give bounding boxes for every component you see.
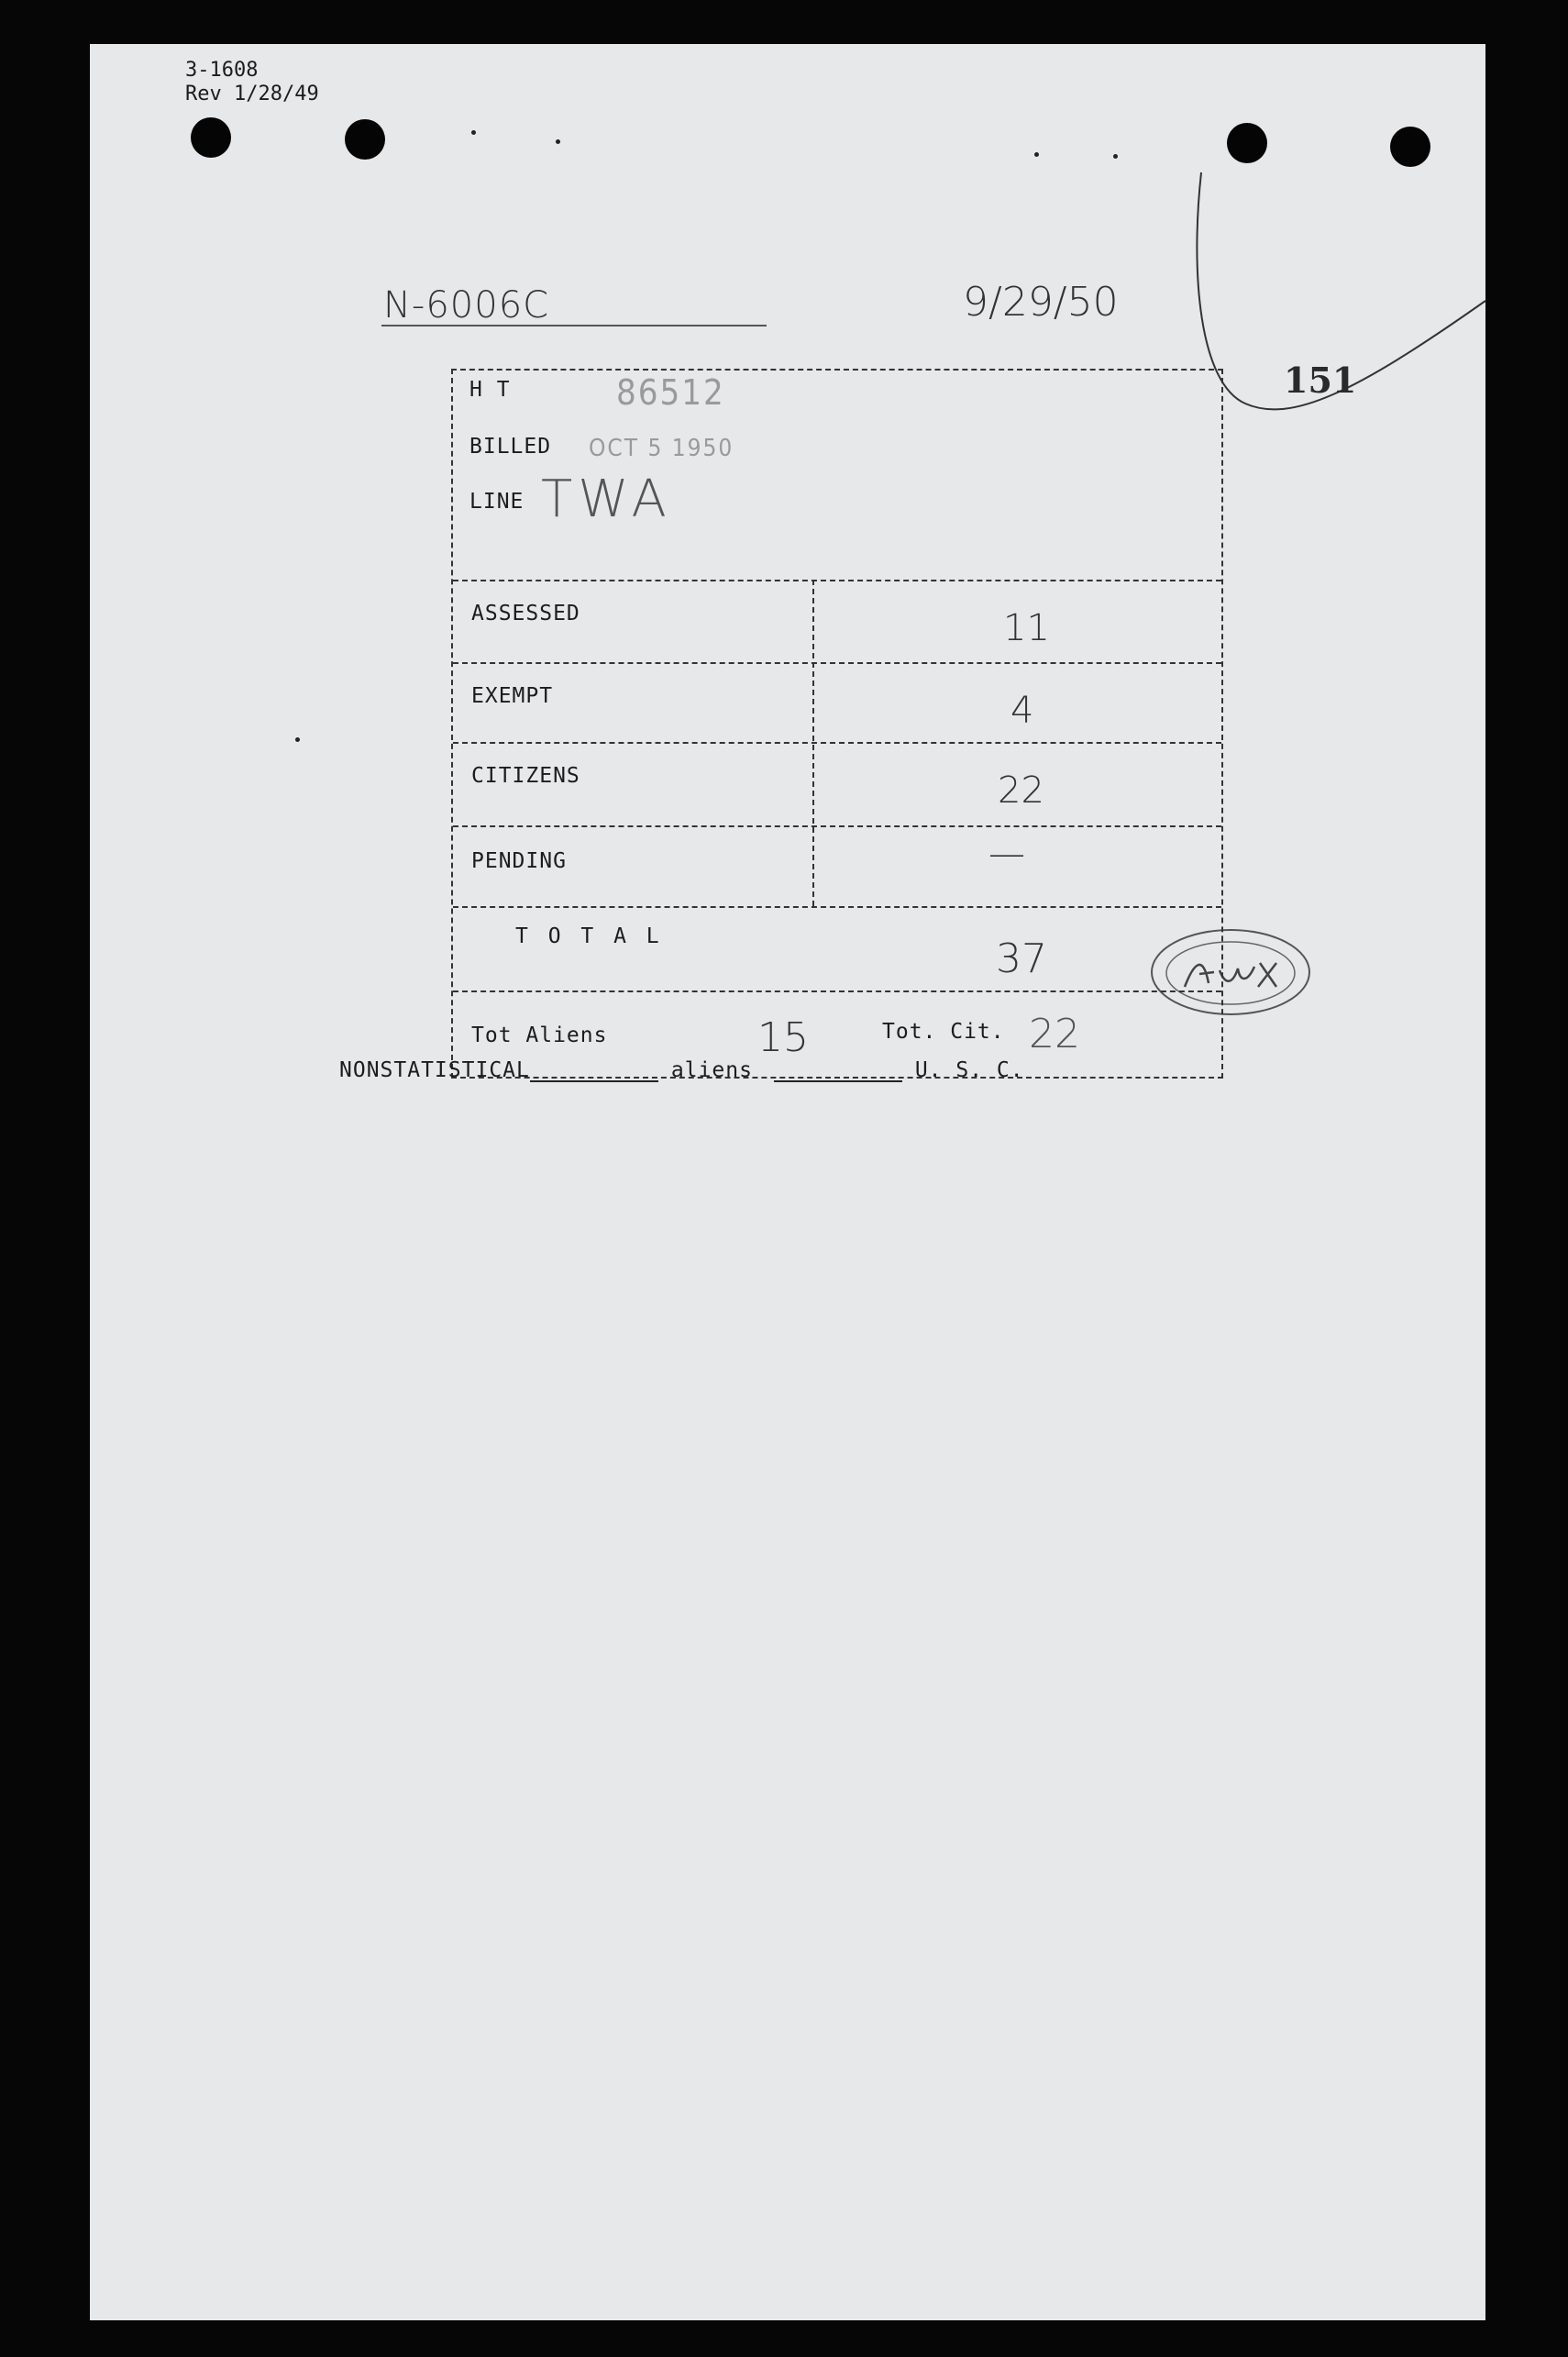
aircraft-id: N-6006C [383, 284, 550, 326]
row-value: 22 [998, 769, 1044, 812]
row-label: EXEMPT [471, 684, 554, 708]
billed-date-stamp: OCT 5 1950 [589, 435, 734, 462]
count-row-exempt [453, 662, 1221, 742]
tot-cit-value: 22 [1029, 1011, 1080, 1057]
ht-number: 86512 [616, 372, 725, 413]
billed-label: BILLED [469, 435, 552, 459]
tot-aliens-value: 15 [757, 1014, 809, 1061]
row-value: 4 [1010, 690, 1034, 732]
count-row-pending [453, 825, 1221, 906]
punch-hole [191, 117, 231, 158]
divider [453, 990, 1221, 992]
speck [471, 130, 476, 135]
row-value: — [988, 833, 1025, 875]
aliens-blank [774, 1060, 902, 1082]
speck [1034, 152, 1039, 157]
total-value: 37 [996, 935, 1047, 982]
line-label: LINE [469, 490, 525, 514]
line-value: TWA [541, 470, 672, 529]
usc-label: U. S. C. [914, 1058, 1024, 1082]
punch-hole [1227, 123, 1267, 163]
punch-hole [345, 119, 385, 160]
speck [1113, 154, 1118, 159]
flight-date: 9/29/50 [963, 279, 1119, 326]
tot-cit-label: Tot. Cit. [882, 1020, 1005, 1044]
aircraft-id-underline [381, 325, 767, 326]
pencil-curve-mark [1190, 163, 1485, 466]
row-label: PENDING [471, 849, 567, 873]
initials-text [1190, 1020, 1192, 1021]
page-number: 151 [1284, 360, 1357, 401]
speck [295, 737, 300, 742]
form-revision: Rev 1/28/49 [185, 83, 319, 105]
document-page [90, 44, 1485, 2320]
speck [556, 139, 560, 144]
ht-label: H T [469, 378, 511, 402]
row-label: ASSESSED [471, 602, 580, 625]
nonstatistical-line [339, 1058, 1024, 1082]
punch-hole [1390, 127, 1430, 167]
count-row-assessed [453, 580, 1221, 662]
tot-aliens-label: Tot Aliens [471, 1024, 608, 1047]
nonstatistical-label: NONSTATISTICAL [339, 1058, 530, 1082]
nonstatistical-blank [530, 1060, 658, 1082]
form-number: 3-1608 [185, 59, 259, 82]
divider [453, 906, 1221, 908]
count-row-citizens [453, 742, 1221, 825]
total-label: T O T A L [515, 924, 663, 948]
summary-form-box [451, 369, 1223, 1079]
aliens-label: aliens [670, 1058, 753, 1082]
row-label: CITIZENS [471, 764, 580, 788]
row-value: 11 [1003, 607, 1050, 649]
